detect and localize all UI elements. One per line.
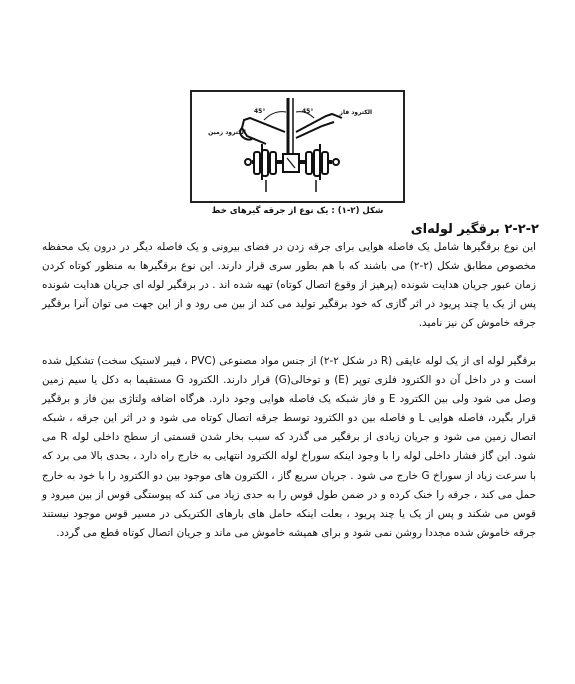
paragraph-intro: این نوع برقگیرها شامل یک فاصله هوایی برای جرقه زدن در فضای بیرونی و یک فاصله دیگر در درون یک محفظه مخصوص مطابق شکل (۲-۲) می باشند که با هم بطور سری قرار دارند. این نوع برقگیرها به منظور کوتاه کردن زمان عبور جریان هدایت شونده (پرهیز از وقوع اتصال کوتاه) تهیه شده اند . در برقگیر لوله ای جریان هدایت شونده پس از یک یا چند پریود در اثر گازی که خود برقگیر تولید می کند از بین می رود و از این جهت می توان آنرا برقگیر جرقه خاموش کن نیز نامید. <box>42 241 536 330</box>
phase-electrode-label: الکترود فاز <box>339 109 372 116</box>
ground-electrode-label: الکترود زمین <box>208 129 246 136</box>
angle-left-label: 45° <box>254 108 266 115</box>
section-heading <box>411 222 539 237</box>
figure-caption: شکل (۲-۱) : یک نوع از جرقه گیرهای خط <box>211 206 384 216</box>
section-title: برقگیر لوله‌ای <box>410 222 500 237</box>
angle-right-label: 45° <box>302 108 314 115</box>
spark-gap-figure <box>190 90 405 203</box>
paragraph-construction: برقگیر لوله ای از یک لوله عایقی (R در شکل ۲-۲) از جنس مواد مصنوعی (PVC ، فیبر لاستیک سخت) تشکیل شده است و در داخل آن دو الکترود فلزی توپر (E) و توخالی(G) قرار دارند. الکترود G مستقیما به دکل یا سیم زمین وصل می شود ولی بین الکترود E و فاز شبکه یک فاصله هوایی وجود دارد. هرگاه اضافه ولتاژی بین فاز و برقگیر قرار بگیرد، فاصله هوایی L و فاصله بین دو الکترود توسط جرقه اتصال کوتاه می شود و در اثر این جرقه ، شبکه اتصال زمین می شود و جریان زیادی از برقگیر می گذرد که سبب بخار شدن قسمتی از سطح داخلی لوله R می شود. این گاز فشار داخلی لوله را با وجود اینکه سوراخ لوله الکترود انتهایی به خارج راه دارد ، بحدی بالا می برد که با سرعت زیاد از سوراخ G خارج می شود . جریان سریع گاز ، الکترون های موجود بین دو الکترود را با خود به خارج حمل می کند ، جرقه را خنک کرده و در ضمن طول قوس را به حدی زیاد می کند که پیوستگی قوس از بین میرود و قوس می شکند و پس از یک یا چند پریود ، بعلت اینکه حامل های بارهای الکتریکی در مسیر قوس موجود نیستند جرقه خاموش شده مجددا روشن نمی شود و برای همیشه خاموش می ماند و جریان اتصال کوتاه قطع می گردد. <box>42 355 537 539</box>
spark-gap-drawing <box>192 92 403 201</box>
section-number: ۲-۲-۲ <box>504 222 539 237</box>
